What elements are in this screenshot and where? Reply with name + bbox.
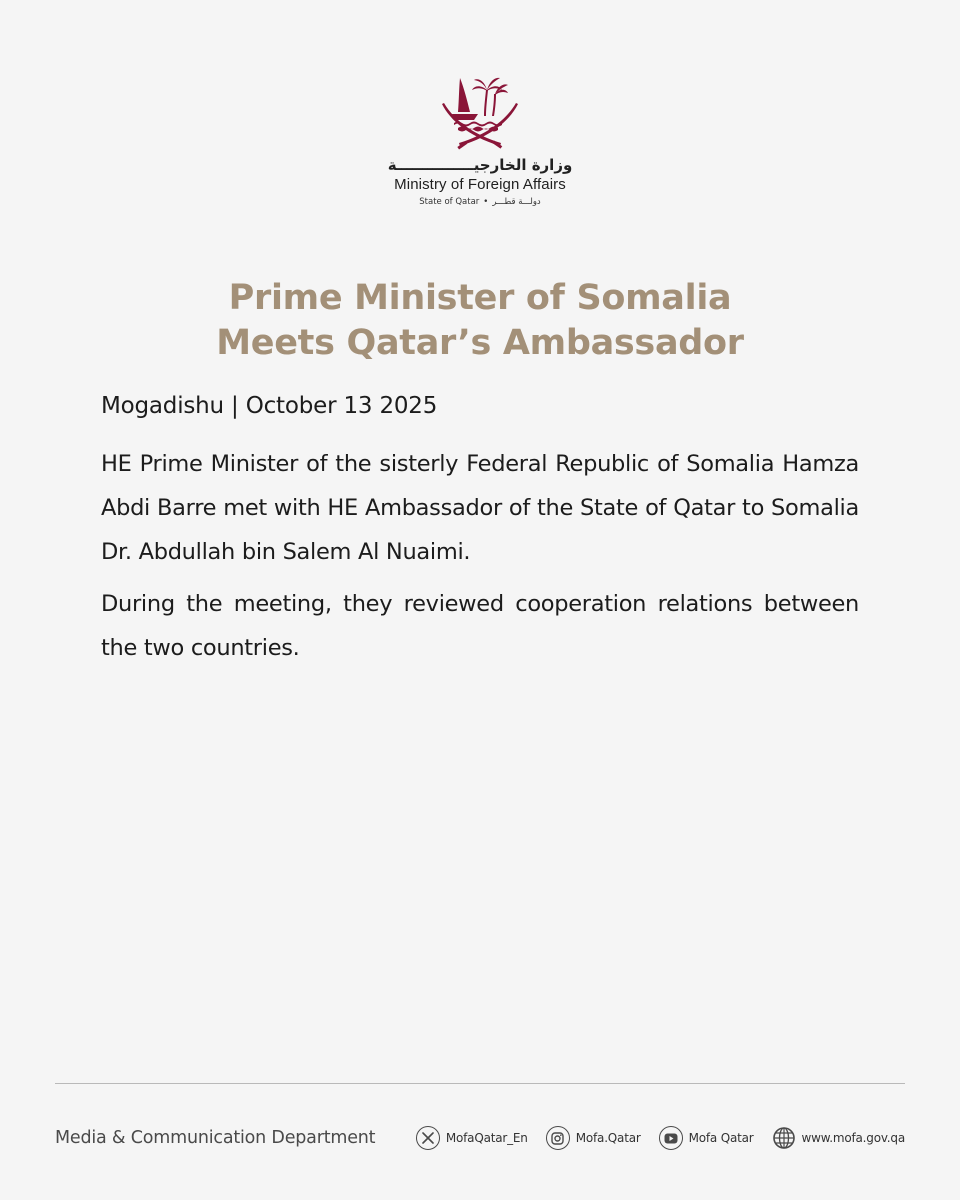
social-link-instagram[interactable] — [546, 1126, 641, 1150]
social-link-website[interactable] — [772, 1126, 906, 1150]
social-label: www.mofa.gov.qa — [801, 1131, 905, 1145]
headline-line-1: Prime Minister of Somalia — [228, 278, 732, 318]
article-body — [101, 386, 859, 670]
headline — [0, 276, 960, 366]
state-label-en: State of Qatar — [419, 197, 480, 207]
state-label — [419, 197, 540, 207]
social-label: Mofa.Qatar — [575, 1131, 641, 1145]
social-label: MofaQatar_En — [445, 1131, 528, 1145]
social-link-youtube[interactable] — [659, 1126, 754, 1150]
dateline: Mogadishu | October 13 2025 — [101, 393, 438, 419]
department-name: Media & Communication Department — [55, 1128, 376, 1148]
globe-icon — [772, 1126, 796, 1150]
state-label-ar: دولـــة قطـــر — [492, 197, 541, 207]
footer-divider — [55, 1083, 905, 1084]
qatar-emblem-icon — [440, 70, 520, 152]
social-label: Mofa Qatar — [688, 1131, 754, 1145]
paragraph: HE Prime Minister of the sisterly Federal Republic of Somalia Hamza Abdi Barre met with HE Ambassador of the State of Qatar to Somalia Dr. Abdullah bin Salem Al Nuaimi. — [101, 451, 859, 565]
ministry-logo — [0, 70, 960, 207]
ministry-name: Ministry of Foreign Affairs — [394, 176, 566, 193]
paragraph: During the meeting, they reviewed cooperation relations between the two countries. — [101, 591, 859, 661]
state-separator: • — [483, 197, 489, 207]
instagram-icon — [546, 1126, 570, 1150]
headline-line-2: Meets Qatar’s Ambassador — [216, 323, 744, 363]
social-link-x[interactable] — [416, 1126, 528, 1150]
x-icon — [416, 1126, 440, 1150]
youtube-icon — [659, 1126, 683, 1150]
ministry-name-arabic: وزارة الخارجيـــــــــــــــة — [387, 156, 573, 174]
social-links — [416, 1126, 905, 1150]
